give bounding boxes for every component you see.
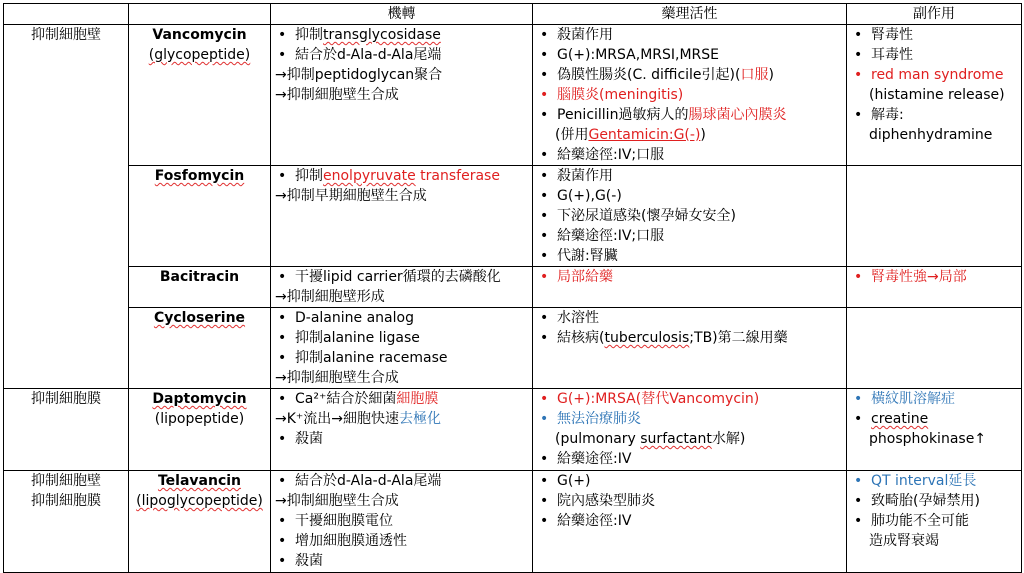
activity-item: • 給藥途徑:IV — [537, 449, 842, 469]
activity-item: • 水溶性 — [537, 308, 842, 328]
mechanism-item: • 干擾lipid carrier循環的去磷酸化 — [275, 267, 528, 287]
mechanism-cell — [271, 267, 533, 308]
category-cell-membrane — [4, 389, 129, 471]
mechanism-cell — [271, 389, 533, 471]
row-telavancin — [4, 471, 1022, 573]
side-effect-item: • QT interval延長 — [851, 471, 1017, 491]
drug-table — [3, 3, 1022, 573]
activity-item: • 殺菌作用 — [537, 25, 842, 45]
mechanism-line: →抑制細胞壁生合成 — [275, 493, 399, 509]
drug-name: Fosfomycin — [154, 168, 245, 184]
mechanism-item: • 結合於d-Ala-d-Ala尾端 — [275, 45, 528, 65]
side-effect-cell — [847, 389, 1022, 471]
category-cell-wall-and-membrane — [4, 471, 129, 573]
mechanism-cell — [271, 471, 533, 573]
activity-item: • 結核病(tuberculosis;TB)第二線用藥 — [537, 328, 842, 348]
activity-item: • G(+) — [537, 471, 842, 491]
mechanism-line: →抑制細胞壁生合成 — [275, 370, 399, 386]
side-effect-item: 造成腎衰竭 — [869, 533, 939, 549]
mechanism-item: • 殺菌 — [275, 551, 528, 571]
side-effect-item: • 腎毒性 — [851, 25, 1017, 45]
side-effect-item: • 腎毒性強→局部 — [851, 267, 1017, 287]
drug-name: Cycloserine — [153, 310, 246, 326]
side-effect-item: • red man syndrome — [851, 65, 1017, 85]
row-daptomycin — [4, 389, 1022, 471]
category-cell-wall — [4, 25, 129, 389]
side-effect-cell — [847, 267, 1022, 308]
mechanism-cell — [271, 308, 533, 389]
activity-item: • G(+):MRSA(替代Vancomycin) — [537, 389, 842, 409]
mechanism-item: • 增加細胞膜通透性 — [275, 531, 528, 551]
mechanism-line: →抑制細胞壁生合成 — [275, 87, 399, 103]
activity-item: • 給藥途徑:IV;口服 — [537, 145, 842, 165]
activity-item: • 偽膜性腸炎(C. difficile引起)(口服) — [537, 65, 842, 85]
activity-item: • 給藥途徑:IV;口服 — [537, 226, 842, 246]
mechanism-item: • 抑制alanine ligase — [275, 328, 528, 348]
mechanism-item: • 殺菌 — [275, 429, 528, 449]
activity-item: • G(+):MRSA,MRSI,MRSE — [537, 45, 842, 65]
category-label: 抑制細胞壁 — [31, 27, 101, 43]
drug-cell-telavancin — [129, 471, 271, 573]
header-row — [4, 4, 1022, 25]
drug-name: Telavancin — [157, 473, 242, 489]
side-effect-item: (histamine release) — [869, 87, 1005, 103]
side-effect-cell — [847, 25, 1022, 166]
row-cycloserine — [4, 308, 1022, 389]
mechanism-item: • Ca²⁺結合於細菌細胞膜 — [275, 389, 528, 409]
mechanism-item: • 抑制transglycosidase — [275, 25, 528, 45]
mechanism-cell — [271, 25, 533, 166]
activity-cell — [533, 308, 847, 389]
drug-cell-vancomycin — [129, 25, 271, 166]
side-effect-item: phosphokinase↑ — [869, 431, 987, 447]
drug-class: (lipopeptide) — [154, 411, 245, 427]
side-effect-cell-empty — [847, 166, 1022, 267]
activity-item: • Penicillin過敏病人的腸球菌心內膜炎 — [537, 105, 842, 125]
drug-cell-daptomycin — [129, 389, 271, 471]
activity-item: • 下泌尿道感染(懷孕婦女安全) — [537, 206, 842, 226]
mechanism-item: • 結合於d-Ala-d-Ala尾端 — [275, 471, 528, 491]
mechanism-item: • 抑制enolpyruvate transferase — [275, 166, 528, 186]
activity-cell — [533, 389, 847, 471]
header-mechanism: 機轉 — [271, 4, 533, 25]
activity-item: • 無法治療肺炎 — [537, 409, 842, 429]
row-vancomycin — [4, 25, 1022, 166]
activity-item: (pulmonary surfactant水解) — [555, 431, 746, 447]
side-effect-item: • 解毒: — [851, 105, 1017, 125]
mechanism-line: →K⁺流出→細胞快速去極化 — [275, 411, 442, 427]
mechanism-item: • D-alanine analog — [275, 308, 528, 328]
drug-class: (lipoglycopeptide) — [136, 493, 263, 509]
side-effect-item: • 致畸胎(孕婦禁用) — [851, 491, 1017, 511]
side-effect-item: diphenhydramine — [869, 127, 993, 143]
header-side-effects: 副作用 — [847, 4, 1022, 25]
category-label: 抑制細胞壁 — [31, 473, 101, 489]
side-effect-cell — [847, 471, 1022, 573]
activity-item: • 代謝:腎臟 — [537, 246, 842, 266]
header-activity: 藥理活性 — [533, 4, 847, 25]
activity-cell — [533, 166, 847, 267]
mechanism-line: →抑制細胞壁形成 — [275, 289, 385, 305]
activity-item: • 院內感染型肺炎 — [537, 491, 842, 511]
mechanism-item: • 干擾細胞膜電位 — [275, 511, 528, 531]
header-empty-1 — [4, 4, 129, 25]
drug-name: Bacitracin — [159, 269, 240, 285]
activity-item: • 給藥途徑:IV — [537, 511, 842, 531]
side-effect-cell-empty — [847, 308, 1022, 389]
activity-item: • 局部給藥 — [537, 267, 842, 287]
side-effect-item: • creatine — [851, 409, 1017, 429]
drug-class: (glycopeptide) — [148, 47, 251, 63]
drug-cell-fosfomycin — [129, 166, 271, 267]
row-bacitracin — [4, 267, 1022, 308]
header-empty-2 — [129, 4, 271, 25]
mechanism-cell — [271, 166, 533, 267]
activity-cell — [533, 471, 847, 573]
activity-item: (併用Gentamicin:G(-)) — [555, 127, 706, 143]
mechanism-line: →抑制早期細胞壁生合成 — [275, 188, 427, 204]
activity-cell — [533, 25, 847, 166]
activity-cell — [533, 267, 847, 308]
mechanism-line: →抑制peptidoglycan聚合 — [275, 67, 443, 83]
drug-name: Daptomycin — [152, 391, 247, 407]
drug-name: Vancomycin — [152, 27, 247, 43]
row-fosfomycin — [4, 166, 1022, 267]
drug-cell-bacitracin — [129, 267, 271, 308]
side-effect-item: • 耳毒性 — [851, 45, 1017, 65]
side-effect-item: • 肺功能不全可能 — [851, 511, 1017, 531]
category-label: 抑制細胞膜 — [31, 391, 101, 407]
drug-cell-cycloserine — [129, 308, 271, 389]
mechanism-item: • 抑制alanine racemase — [275, 348, 528, 368]
activity-item: • 殺菌作用 — [537, 166, 842, 186]
activity-item: • 腦膜炎(meningitis) — [537, 85, 842, 105]
category-label: 抑制細胞膜 — [31, 493, 101, 509]
side-effect-item: • 橫紋肌溶解症 — [851, 389, 1017, 409]
activity-item: • G(+),G(-) — [537, 186, 842, 206]
